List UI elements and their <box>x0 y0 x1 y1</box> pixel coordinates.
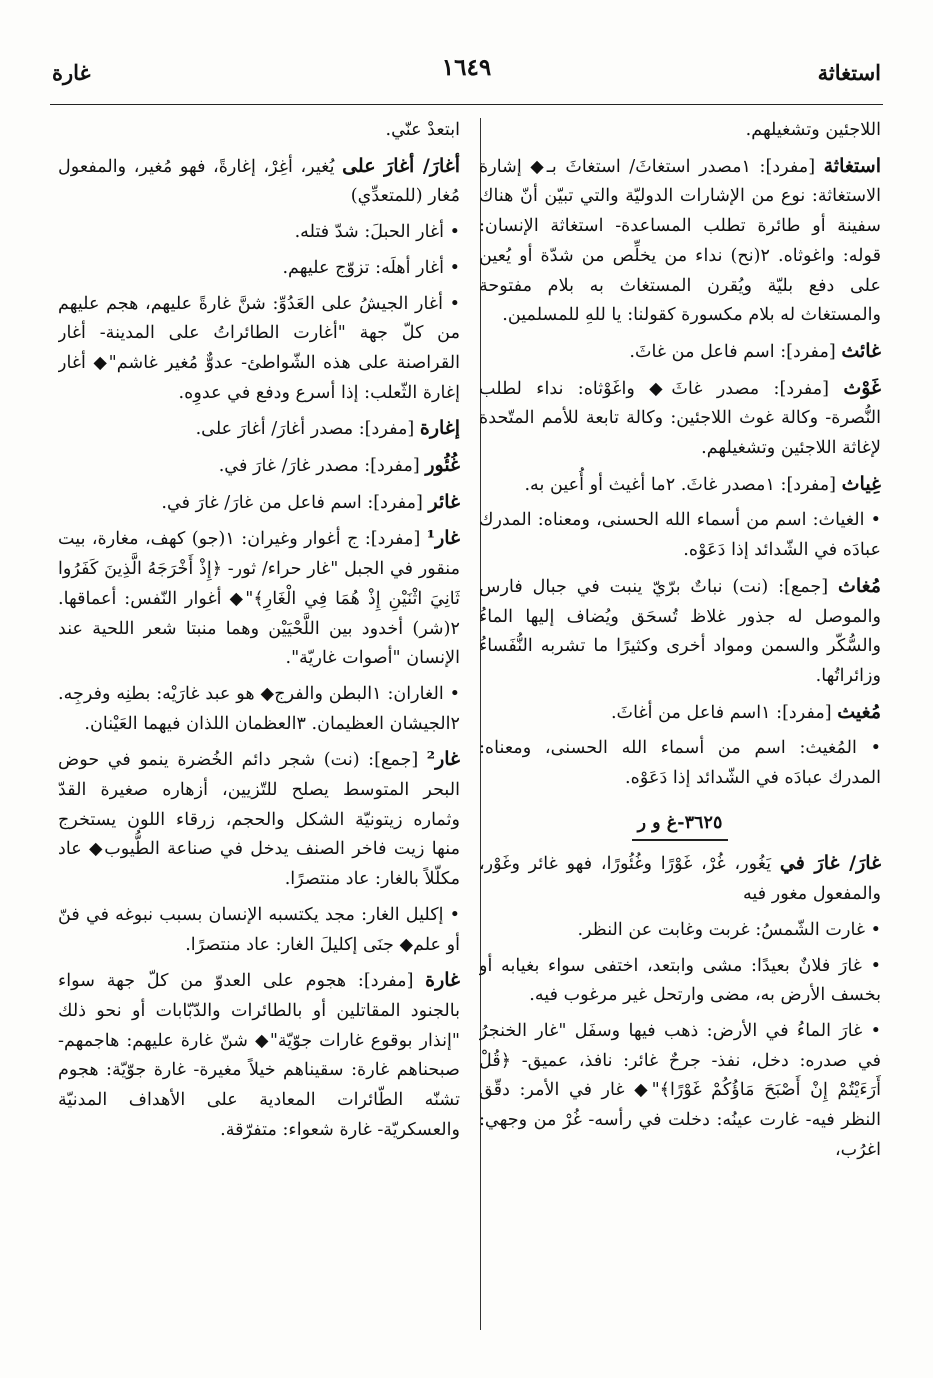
entry-line <box>58 901 460 960</box>
entry-text: [جمع]: (نت) نباتٌ برّيّ ينبت في جبال فارس والموصل له جذور غلاظ تُسحَق ويُضاف إليها الماءُ والسُّكّر والسمن ومواد أخرى وكثيرًا ما تشربه النُّفَساءُ وزائراتُها. <box>479 576 881 686</box>
entry-headword: غَوْث <box>843 376 881 399</box>
entry-line <box>479 116 881 146</box>
page-header <box>0 52 933 102</box>
entry-line <box>479 1017 881 1166</box>
entry-line <box>58 290 460 409</box>
entry-text: • غارَ الماءُ في الأرض: ذهب فيها وسفَل "غار الخنجرُ في صدره: دخل، نفذ- جرحٌ غائر: نافذ، عميق- ﴿قُلْ أَرَءَيْتُمْ إِنْ أَصْبَحَ مَاؤُكُمْ غَوْرًا﴾"◆ غار في الأمر: دقّق النظر فيه- غارت عينُه: دخلت في رأسه- غُرْ من وجهي: اغرُب، <box>479 1020 881 1160</box>
entry-headword: أغارَ/ أغارَ على <box>342 154 460 177</box>
header-rule <box>50 104 883 105</box>
dictionary-entry <box>58 414 460 445</box>
entry-text: • أغار الجيشُ على العَدُوِّ: شنَّ غارةً عليهم، هجم عليهم من كلّ جهة "أغارت الطائراتُ على المدينة- أغار القراصنة على هذه الشّواطئ- عدوٌّ مُغير غاشم"◆ أغار إغارة الثّعلب: إذا أسرع ودفع في عدوِه. <box>58 293 460 403</box>
root-heading-text: ٣٦٢٥-غ و ر <box>632 808 729 842</box>
dictionary-entry <box>58 488 460 519</box>
entry-line <box>58 218 460 248</box>
entry-text: [مفرد]: ج أغوار وغيران: ١(جو) كهف، مغارة، بيت منقور في الجبل "غار حراء/ ثور- ﴿إِذْ أَخْرَجَهُ الَّذِينَ كَفَرُوا ثَانِيَ اثْنَيْنِ إِذْ هُمَا فِي الْغَارِ﴾"◆ أغوار النّفس: أعماقها. ٢(شر) أخدود بين اللَّحْيَيْن وهما منبتا شعر اللحية عند الإنسان "أصوات غاريّة". <box>58 529 460 669</box>
entry-text: [مفرد]: ١مصدر استغاثَ/ استغاثَ بـ◆ إشارة الاستغاثة: نوع من الإشارات الدوليّة والتي تبيّن أنّ هناك سفينة أو طائرة تطلب المساعدة- استغاثة الإنسان: قوله: واغوثاه. ٢(نح) نداء من يخلِّص من شدّة أو يُعين على دفع بليّة ويُقرن المستغاث به بلام مفتوحة والمستغاث له بلام مكسورة كقولنا: يا للهِ للمسلمين. <box>479 156 881 326</box>
entry-text: ابتعدْ عنّي. <box>385 120 460 140</box>
dictionary-entry <box>479 849 881 909</box>
entry-text: [جمع]: (نت) شجر دائم الخُضرة ينمو في حوض البحر المتوسط يصلح للتّزيين، أزهاره صغيرة القدّ وثماره زيتونيّة الشكل والحجم، زرقاء اللون يستخرج منها زيت فاخر الصنف يدخل في صناعة الطُّيوب◆ عاد مكلّلاً بالغار: عاد منتصرًا. <box>58 750 460 890</box>
left-column <box>58 116 460 1331</box>
entry-line <box>479 734 881 793</box>
entry-text: • أغار الحبلَ: شدّ فتله. <box>294 222 460 243</box>
right-column <box>479 116 881 1331</box>
entry-text: • الغياث: اسم من أسماء الله الحسنى، ومعناه: المدرك عبادَه في الشّدائد إذا دَعَوْه. <box>479 510 881 561</box>
header-first-entry: استغاثة <box>817 60 881 85</box>
dictionary-entry <box>479 337 881 368</box>
entry-headword: مُغيث <box>837 700 881 723</box>
entry-headword: غار² <box>426 748 460 771</box>
entry-text: [مفرد]: مصدر أغارَ/ أغارَ على. <box>195 419 420 440</box>
entry-text: • الغاران: ١البطن والفرج◆ هو عبد غارَيْه: بطنِه وفرجِه. ٢الجيشان العظيمان. ٣العظمان اللذان فيهما العَيْنان. <box>58 683 460 734</box>
dictionary-entry <box>479 698 881 729</box>
entry-headword: غارَ/ غارَ في <box>779 852 881 875</box>
entry-line <box>58 116 460 146</box>
entry-headword: غُئُور <box>425 454 460 477</box>
dictionary-entry <box>58 966 460 1145</box>
header-last-entry: غارة <box>52 60 91 85</box>
entry-text: • المُغيث: اسم من أسماء الله الحسنى، ومعناه: المدرك عبادَه في الشّدائد إذا دَعَوْه. <box>479 738 881 789</box>
dictionary-entry <box>58 745 460 895</box>
dictionary-entry <box>479 572 881 692</box>
entry-headword: غارة <box>425 969 460 992</box>
entry-text: [مفرد]: ١مصدر غاثَ. ٢ما أغيث أو أُعين به. <box>524 474 842 495</box>
entry-text: [مفرد]: مصدر غارَ/ غارَ في. <box>218 456 426 477</box>
entry-text: • غارت الشّمسُ: غربت وغابت عن النظر. <box>577 919 881 940</box>
entry-text: اللاجئين وتشغيلهم. <box>745 120 881 140</box>
entry-headword: غار¹ <box>426 527 460 550</box>
dictionary-entry <box>479 470 881 501</box>
page-number: ١٦٤٩ <box>441 54 492 81</box>
entry-headword: غائث <box>841 339 881 362</box>
entry-text: [مفرد]: ١اسم فاعل من أغاثَ. <box>610 702 838 723</box>
root-heading <box>479 808 881 842</box>
dictionary-entry <box>479 374 881 464</box>
entry-text: يُغير، أغِرْ، إغارةً، فهو مُغير، والمفعول مُغار (للمتعدِّي) <box>58 156 460 207</box>
entry-text: [مفرد]: اسم فاعل من غارَ/ غارَ في. <box>161 492 429 513</box>
dictionary-entry <box>479 152 881 331</box>
entry-headword: غائر <box>428 490 460 513</box>
entry-headword: إغارة <box>419 417 460 440</box>
entry-headword: مُغاث <box>837 574 881 597</box>
entry-text: [مفرد]: هجوم على العدوّ من كلّ جهة سواء بالجنود المقاتلين أو بالطائرات والدّبّابات أو نحو ذلك "إنذار بوقوع غارات جوّيّة"◆ شنّ غارة عليهم: هاجمهم- صبحناهم غارة: سقيناهم خيلاً مغيرة- غارة جوّيّة: هجوم تشنّه الطّائرات المعادية على الأهداف المدنيّة والعسكريّة- غارة شعواء: متفرّقة. <box>58 971 460 1140</box>
entry-text: [مفرد]: اسم فاعل من غاثَ. <box>629 341 842 362</box>
entry-headword: استغاثة <box>823 154 881 177</box>
entry-line <box>58 254 460 284</box>
entry-text: • غارَ فلانٌ بعيدًا: مشى وابتعد، اختفى سواء بغيابه أو بخسف الأرض به، مضى وارتحل غير مرغوب فيه. <box>479 955 881 1006</box>
entry-line <box>479 916 881 946</box>
dictionary-entry <box>58 451 460 482</box>
entry-line <box>58 680 460 739</box>
entry-text: • إكليل الغار: مجد يكتسبه الإنسان بسبب نبوغه في فنّ أو علم◆ جنَى إكليلَ الغار: عاد منتصرًا. <box>58 904 460 955</box>
dictionary-entry <box>58 524 460 674</box>
entry-line <box>479 952 881 1011</box>
entry-headword: غِياث <box>841 472 881 495</box>
entry-text: [مفرد]: مصدر غاثَ◆ واغَوْثاه: نداء لطلب النُّصرة- وكالة غوث اللاجئين: وكالة تابعة للأمم المتّحدة لإغاثة اللاجئين وتشغيلهم. <box>479 378 881 459</box>
dictionary-entry <box>58 152 460 212</box>
entry-text: • أغار أهلَه: تزوّج عليهم. <box>282 257 460 278</box>
entry-text: يَغُور، غُرْ، غَوْرًا وغُئُورًا، فهو غائر وغَوْر، والمفعول مغور فيه <box>479 854 881 905</box>
entry-line <box>479 506 881 565</box>
